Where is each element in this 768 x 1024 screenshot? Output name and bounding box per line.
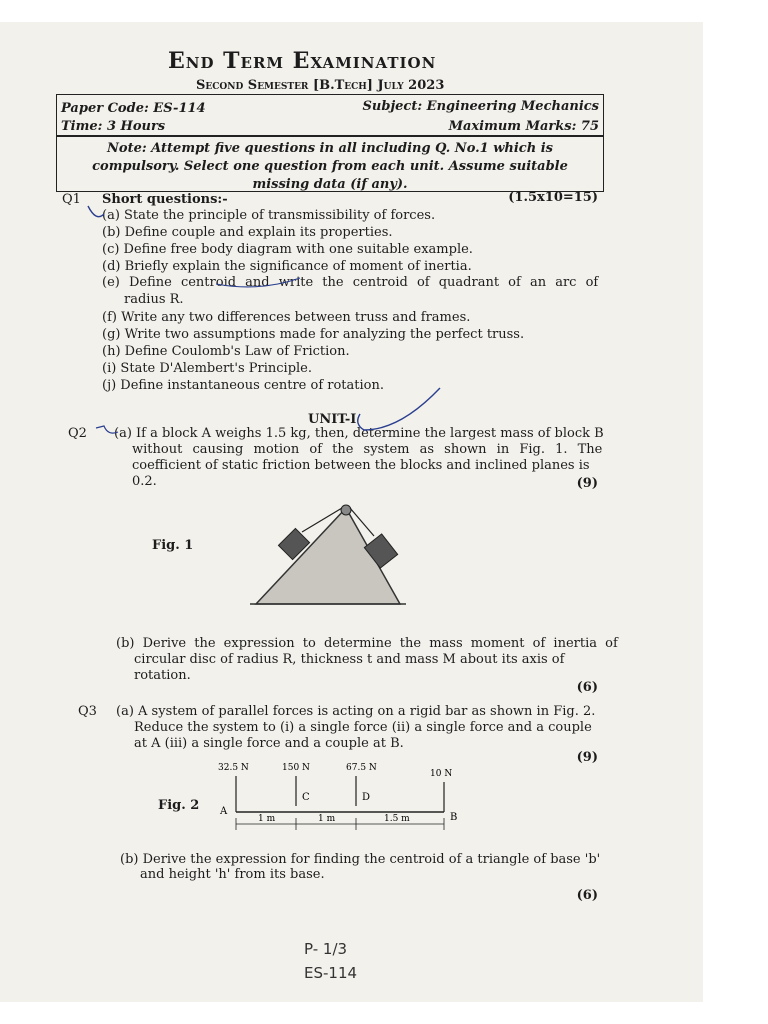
pen-underline-icon <box>216 278 300 287</box>
point-label: B <box>450 812 458 823</box>
q2-number: Q2 <box>68 426 87 441</box>
q2b-line: circular disc of radius R, thickness t and mass M about its axis of <box>134 652 565 667</box>
q2b-marks: (6) <box>576 680 598 695</box>
paper-code: Paper Code: ES-114 <box>61 101 206 116</box>
q1-item: (g) Write two assumptions made for analyzing the perfect truss. <box>102 327 525 342</box>
q3-number: Q3 <box>78 704 97 719</box>
q2b-line: (b) Derive the expression to determine the mass moment of inertia of <box>116 636 618 651</box>
pen-tick-icon <box>88 206 104 217</box>
fig1-label: Fig. 1 <box>152 538 194 553</box>
force-label: 67.5 N <box>346 763 377 773</box>
q3b-line: and height 'h' from its base. <box>140 867 325 882</box>
fig2-label: Fig. 2 <box>158 798 200 813</box>
q3a-line: (a) A system of parallel forces is acting on a rigid bar as shown in Fig. 2. <box>116 704 596 719</box>
q1-item: (i) State D'Alembert's Principle. <box>102 361 312 376</box>
q2a-line: (a) If a block A weighs 1.5 kg, then, determine the largest mass of block B <box>114 426 604 441</box>
exam-subtitle: Second Semester [B.Tech] July 2023 <box>196 78 445 93</box>
handwritten-paper-code: ES-114 <box>304 964 358 982</box>
q1-item: (a) State the principle of transmissibility of forces. <box>102 208 436 223</box>
force-label: 150 N <box>282 763 310 773</box>
subject: Subject: Engineering Mechanics <box>362 99 599 114</box>
q3a-line: Reduce the system to (i) a single force (ii) a single force and a couple <box>134 720 592 735</box>
q1-item: (e) Define centroid and write the centroid of quadrant of an arc of <box>102 275 599 290</box>
q2a-marks: (9) <box>576 476 598 491</box>
q1-item: (j) Define instantaneous centre of rotation. <box>102 378 384 393</box>
handwritten-page-number: P- 1/3 <box>304 940 348 958</box>
force-label: 32.5 N <box>218 763 249 773</box>
instructions-note: Note: Attempt five questions in all including Q. No.1 which is compulsory. Select one question from each unit. Assume suitable missing data (if any). <box>56 136 604 192</box>
q3a-marks: (9) <box>576 750 598 765</box>
point-label: C <box>302 792 310 803</box>
exam-sheet <box>0 22 703 1002</box>
q1-item: (h) Define Coulomb's Law of Friction. <box>102 344 350 359</box>
q1-item: (b) Define couple and explain its properties. <box>102 225 393 240</box>
q2a-line: coefficient of static friction between the blocks and inclined planes is <box>132 458 590 473</box>
q1-heading: Short questions:- <box>102 192 228 207</box>
pen-marks-overlay <box>0 22 703 1002</box>
q1-item: (c) Define free body diagram with one suitable example. <box>102 242 473 257</box>
exam-title: End Term Examination <box>168 48 437 74</box>
q3a-line: at A (iii) a single force and a couple at B. <box>134 736 404 751</box>
q3b-marks: (6) <box>576 888 598 903</box>
pen-mark-icon <box>96 426 118 433</box>
q1-number: Q1 <box>62 192 81 207</box>
q1-item-continued: radius R. <box>124 292 184 307</box>
max-marks: Maximum Marks: 75 <box>448 119 599 134</box>
q1-marks: (1.5x10=15) <box>508 190 598 205</box>
span-label: 1 m <box>258 814 276 824</box>
q3b-line: (b) Derive the expression for finding the centroid of a triangle of base 'b' <box>120 852 601 867</box>
force-label: 10 N <box>430 769 453 779</box>
q2a-line: without causing motion of the system as shown in Fig. 1. The <box>132 442 603 457</box>
pen-curve-icon <box>358 388 440 430</box>
time: Time: 3 Hours <box>61 119 166 134</box>
point-label: A <box>220 806 228 817</box>
q2a-line: 0.2. <box>132 474 157 489</box>
q2b-line: rotation. <box>134 668 191 683</box>
span-label: 1.5 m <box>384 814 410 824</box>
span-label: 1 m <box>318 814 336 824</box>
unit-1-heading: UNIT-I <box>308 412 357 427</box>
point-label: D <box>362 792 371 803</box>
q1-item: (f) Write any two differences between truss and frames. <box>102 310 471 325</box>
q1-item: (d) Briefly explain the significance of moment of inertia. <box>102 259 472 274</box>
